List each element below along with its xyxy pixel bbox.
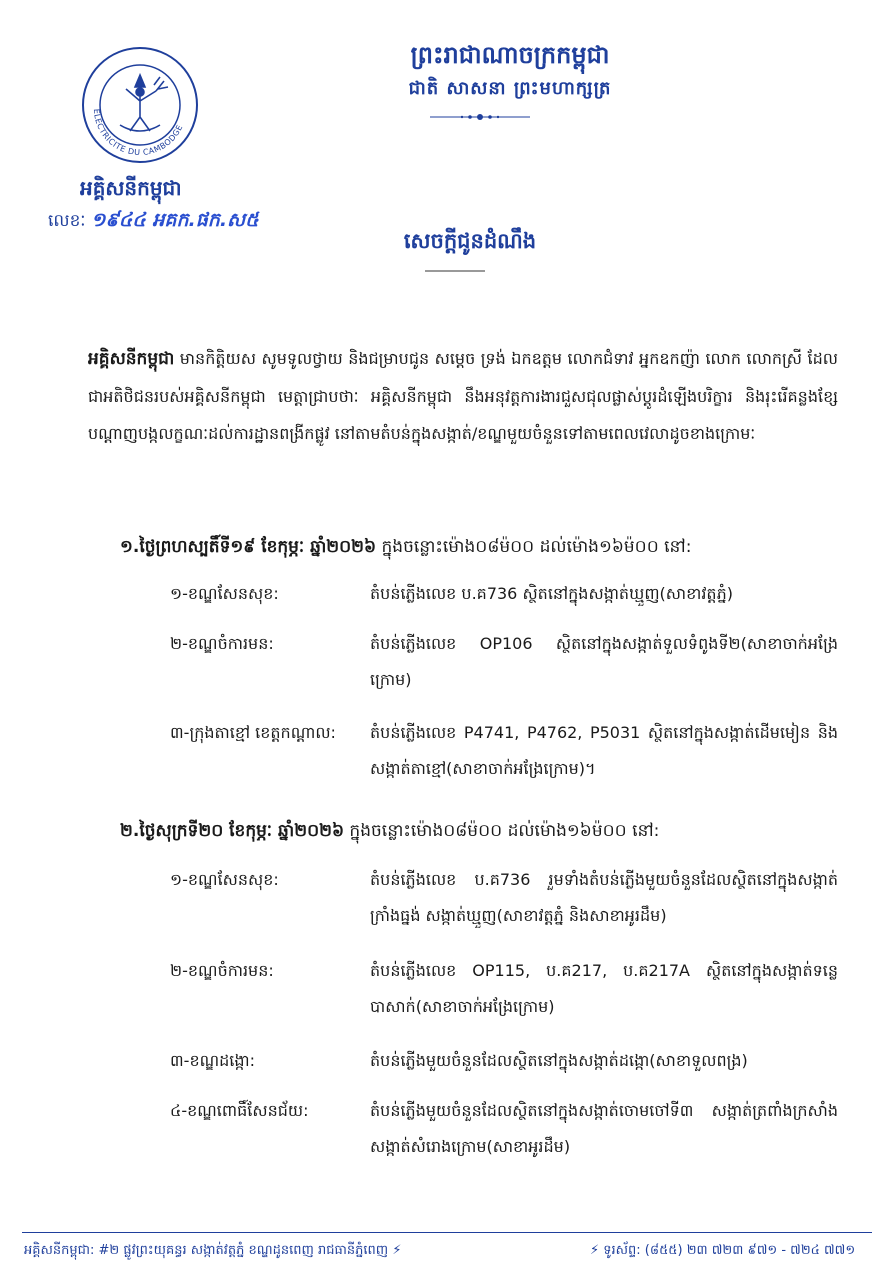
zone-detail: តំបន់ភ្លើងលេខ P4741, P4762, P5031 ស្ថិតនៅក្នុងសង្កាត់ដើមមៀន និងសង្កាត់តាខ្មៅ(សាខាចាក់អង្រែក្រោម)។ bbox=[370, 723, 838, 778]
kingdom-heading: ព្រះរាជាណាចក្រកម្ពុជា bbox=[410, 41, 610, 69]
zone-detail: តំបន់ភ្លើងមួយចំនួនដែលស្ថិតនៅក្នុងសង្កាត់ចោមចៅទី៣ សង្កាត់ត្រពាំងក្រសាំង សង្កាត់សំរោងក្រោម(សាខាអូរដឹម) bbox=[370, 1101, 838, 1156]
footer-divider bbox=[22, 1232, 872, 1233]
zone-label: ២-ខណ្ឌចំការមន: bbox=[170, 634, 274, 653]
footer-address bbox=[24, 1242, 401, 1261]
day-1-time: ក្នុងចន្លោះម៉ោង០៨ម៉០០ ដល់ម៉ោង១៦ម៉០០ នៅ: bbox=[376, 537, 692, 557]
reference-number bbox=[48, 208, 259, 236]
seal-text: ELECTRICITE DU CAMBODGE bbox=[91, 108, 185, 158]
schedule-day-1 bbox=[120, 536, 691, 561]
day-1-date: ១.ថ្ងៃព្រហស្បតិ៍ទី១៩ ខែកុម្ភៈ ឆ្នាំ២០២៦ bbox=[120, 537, 377, 557]
zone-label: ៣-ខណ្ឌដង្កោ: bbox=[170, 1051, 255, 1070]
phone-lightning-icon: ⚡ bbox=[590, 1243, 600, 1258]
company-seal-logo bbox=[80, 45, 200, 165]
zone-detail: តំបន់ភ្លើងមួយចំនួនដែលស្ថិតនៅក្នុងសង្កាត់ដង្កោ(សាខាទួលពង្រ) bbox=[370, 1051, 748, 1070]
title-underline bbox=[425, 268, 485, 274]
zone-detail: តំបន់ភ្លើងលេខ OP106 ស្ថិតនៅក្នុងសង្កាត់ទួលទំពូងទី២(សាខាចាក់អង្រែក្រោម) bbox=[370, 634, 838, 689]
lightning-icon: ⚡ bbox=[392, 1243, 402, 1258]
ornament-divider bbox=[430, 110, 530, 124]
document-title: សេចក្តីជូនដំណឹង bbox=[403, 229, 537, 253]
intro-paragraph bbox=[88, 340, 838, 452]
day-2-time: ក្នុងចន្លោះម៉ោង០៨ម៉០០ ដល់ម៉ោង១៦ម៉០០ នៅ: bbox=[344, 821, 660, 841]
reference-value: ១៩៤៤ អគក.ផក.ស៥ bbox=[90, 209, 259, 231]
day-2-date: ២.ថ្ងៃសុក្រទី២០ ខែកុម្ភៈ ឆ្នាំ២០២៦ bbox=[120, 821, 345, 841]
zone-detail: តំបន់ភ្លើងលេខ OP115, ប.គ217, ប.គ217A ស្ថិតនៅក្នុងសង្កាត់ទន្លេបាសាក់(សាខាចាក់អង្រែក្រោម) bbox=[370, 961, 838, 1016]
zone-label: ៣-ក្រុងតាខ្មៅ ខេត្តកណ្តាល: bbox=[170, 723, 336, 742]
footer-phone bbox=[590, 1242, 855, 1261]
footer-address-text: អគ្គិសនីកម្ពុជា: #២ ផ្លូវព្រះយុគន្ធរ សង្កាត់វត្តភ្នំ ខណ្ឌដូនពេញ រាជធានីភ្នំពេញ bbox=[24, 1243, 389, 1258]
footer-phone-text: ទូរស័ព្ទ: (៨៥៥) ២៣ ៧២៣ ៩៧១ - ៧២៤ ៧៧១ bbox=[603, 1243, 856, 1258]
zone-detail: តំបន់ភ្លើងលេខ ប.គ736 ស្ថិតនៅក្នុងសង្កាត់ឃ្មួញ(សាខាវត្តភ្នំ) bbox=[370, 584, 733, 603]
intro-text: មានកិត្តិយស សូមទូលថ្វាយ និងជម្រាបជូន សម្តេច ទ្រង់ ឯកឧត្តម លោកជំទាវ អ្នកឧកញ៉ា លោក លោកស្រី ដែលជាអតិថិជនរបស់អគ្គិសនីកម្ពុជា មេត្តាជ្រាបថាៈ អគ្គិសនីកម្ពុជា នឹងអនុវត្តការងារជួសជុលផ្លាស់ប្តូរដំឡើងបរិក្ខារ និងរុះរើគន្លងខ្សែបណ្តាញបង្កលក្ខណៈដល់ការដ្ឋានពង្រីកផ្លូវ នៅតាមតំបន់ក្នុងសង្កាត់/ខណ្ឌមួយចំនួនទៅតាមពេលវេលាដូចខាងក្រោមៈ bbox=[88, 349, 838, 443]
national-motto: ជាតិ សាសនា ព្រះមហាក្សត្រ bbox=[408, 78, 612, 99]
organization-name: អគ្គិសនីកម្ពុជា bbox=[80, 176, 182, 200]
zone-detail: តំបន់ភ្លើងលេខ ប.គ736 រួមទាំងតំបន់ភ្លើងមួយចំនួនដែលស្ថិតនៅក្នុងសង្កាត់ក្រាំងធ្នង់ សង្កាត់ឃ្មួញ(សាខាវត្តភ្នំ និងសាខាអូរដឹម) bbox=[370, 870, 838, 925]
zone-label: ២-ខណ្ឌចំការមន: bbox=[170, 961, 274, 980]
zone-label: ១-ខណ្ឌសែនសុខ: bbox=[170, 870, 279, 889]
zone-label: ៤-ខណ្ឌពោធិ៍សែនជ័យ: bbox=[170, 1101, 309, 1120]
zone-label: ១-ខណ្ឌសែនសុខ: bbox=[170, 584, 279, 603]
intro-lead: អគ្គិសនីកម្ពុជា bbox=[88, 349, 175, 369]
schedule-day-2 bbox=[120, 820, 659, 845]
reference-label: លេខៈ bbox=[48, 211, 86, 231]
